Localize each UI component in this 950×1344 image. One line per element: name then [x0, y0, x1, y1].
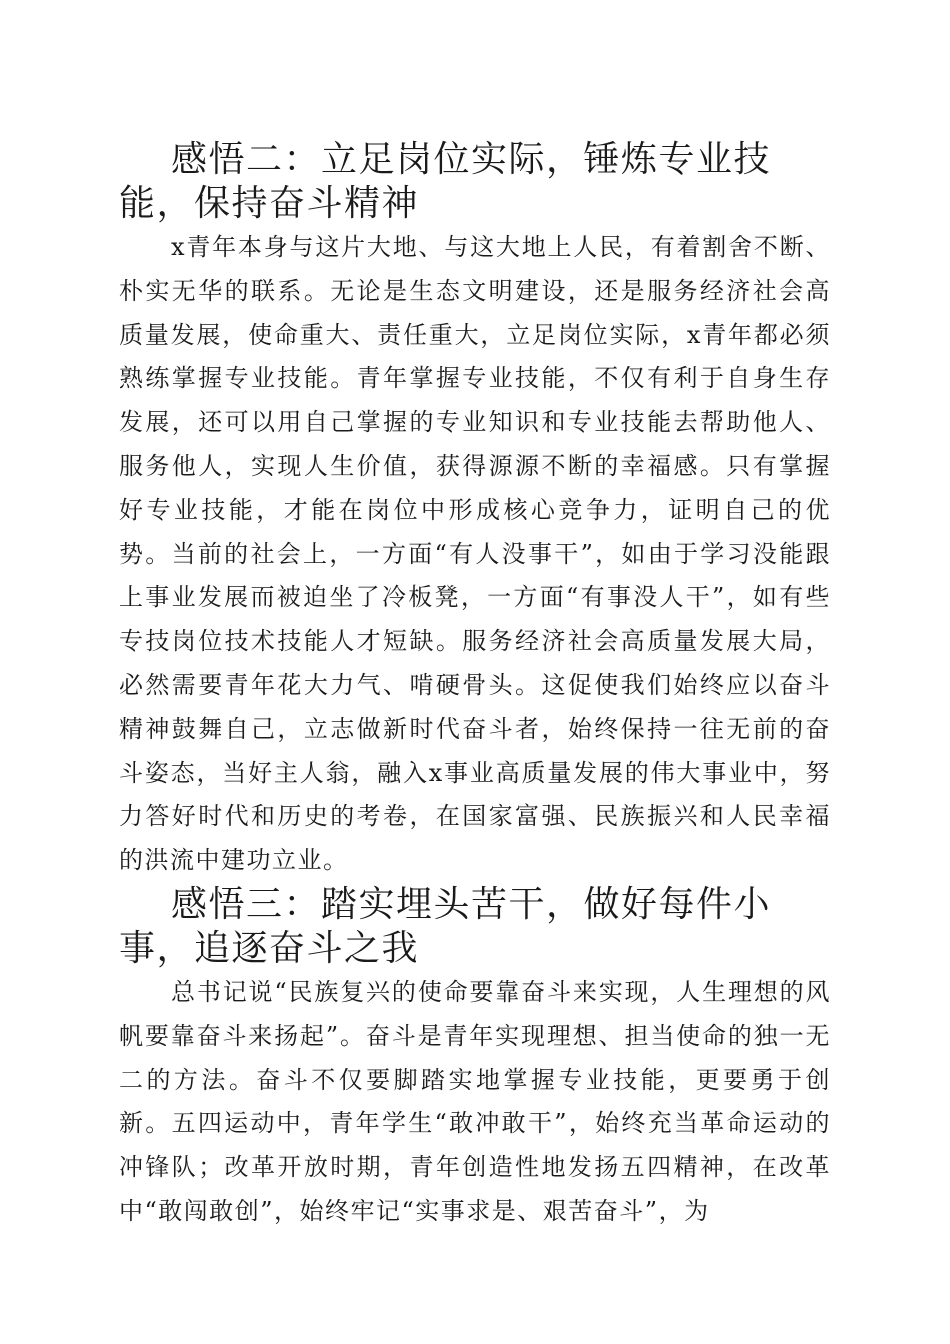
document-body — [119, 138, 831, 1234]
section-paragraph-2: x青年本身与这片大地、与这大地上人民，有着割舍不断、朴实无华的联系。无论是生态文明建设，还是服务经济社会高质量发展，使命重大、责任重大，立足岗位实际，x青年都必须熟练掌握专业技能。青年掌握专业技能，不仅有利于自身生存发展，还可以用自己掌握的专业知识和专业技能去帮助他人、服务他人，实现人生价值，获得源源不断的幸福感。只有掌握好专业技能，才能在岗位中形成核心竞争力，证明自己的优势。当前的社会上，一方面“有人没事干”，如由于学习没能跟上事业发展而被迫坐了冷板凳，一方面“有事没人干”，如有些专技岗位技术技能人才短缺。服务经济社会高质量发展大局，必然需要青年花大力气、啃硬骨头。这促使我们始终应以奋斗精神鼓舞自己，立志做新时代奋斗者，始终保持一往无前的奋斗姿态，当好主人翁，融入x事业高质量发展的伟大事业中，努力答好时代和历史的考卷，在国家富强、民族振兴和人民幸福的洪流中建功立业。 — [119, 233, 831, 875]
section-paragraph-3: 总书记说“民族复兴的使命要靠奋斗来实现，人生理想的风帆要靠奋斗来扬起”。奋斗是青年实现理想、担当使命的独一无二的方法。奋斗不仅要脚踏实地掌握专业技能，更要勇于创新。五四运动中，青年学生“敢冲敢干”，始终充当革命运动的冲锋队；改革开放时期，青年创造性地发扬五四精神，在改革中“敢闯敢创”，始终牢记“实事求是、艰苦奋斗”，为 — [119, 977, 831, 1225]
section-heading-2: 感悟二：立足岗位实际，锤炼专业技能，保持奋斗精神 — [119, 139, 772, 224]
section-heading-3: 感悟三：踏实埋头苦干，做好每件小事，追逐奋斗之我 — [119, 883, 772, 969]
